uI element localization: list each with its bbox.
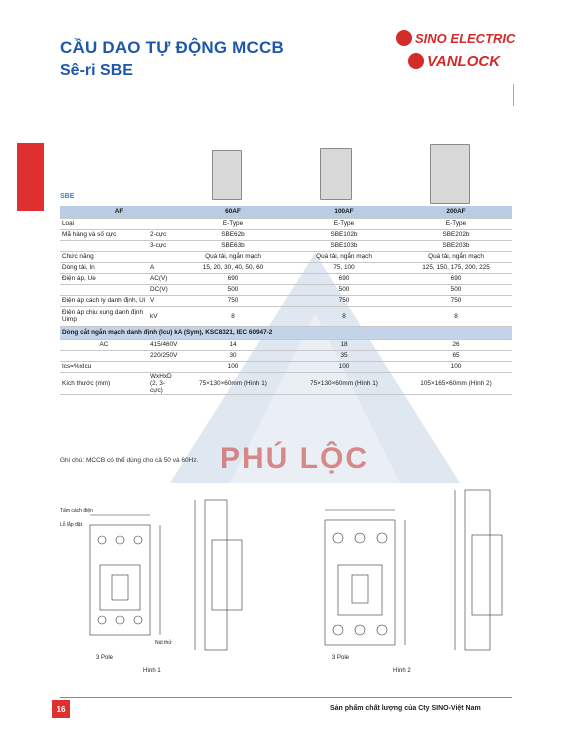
row-label xyxy=(60,240,148,251)
cell: 100 xyxy=(288,361,400,372)
row-unit: WxHxD (2, 3-cực) xyxy=(148,372,178,394)
sino-logo-icon xyxy=(396,30,412,46)
row-label: Mã hàng và số cực xyxy=(60,229,148,240)
table-row xyxy=(60,372,512,394)
technical-drawings xyxy=(60,480,512,680)
row-label: Kích thước (mm) xyxy=(60,372,148,394)
cell: 75×130×60mm (Hình 1) xyxy=(288,372,400,394)
cell: 30 xyxy=(178,350,288,361)
row-unit: A xyxy=(148,262,178,273)
table-row xyxy=(60,218,512,229)
cell: 690 xyxy=(288,273,400,284)
table-row xyxy=(60,306,512,326)
cell: SBE103b xyxy=(288,240,400,251)
cell: SBE203b xyxy=(400,240,512,251)
watermark-text: PHÚ LỘC xyxy=(220,442,369,475)
table-row xyxy=(60,240,512,251)
row-unit: V xyxy=(148,295,178,306)
cell: 750 xyxy=(178,295,288,306)
col-header: 60AF xyxy=(178,206,288,218)
section-title: Dòng cắt ngắn mạch danh định (Icu) kA (Sym), KSC8321, IEC 60947-2 xyxy=(60,326,512,339)
cell: 8 xyxy=(400,306,512,326)
row-label xyxy=(60,350,148,361)
cell: Quá tải, ngắn mạch xyxy=(178,251,288,262)
cell: SBE62b xyxy=(178,229,288,240)
table-row xyxy=(60,251,512,262)
breaker-100af-image xyxy=(320,148,352,200)
row-unit xyxy=(148,361,178,372)
series-label: SBE xyxy=(60,193,75,200)
row-label: AC xyxy=(60,339,148,350)
row-label: Điện áp cách ly danh định, Ui xyxy=(60,295,148,306)
cell: 500 xyxy=(288,284,400,295)
cell: 690 xyxy=(178,273,288,284)
brand-vanlock-text: VANLOCK xyxy=(427,52,501,70)
row-unit: DC(V) xyxy=(148,284,178,295)
figure-caption-2: Hình 2 xyxy=(393,668,411,674)
cell: 8 xyxy=(178,306,288,326)
table-row xyxy=(60,295,512,306)
cell: 750 xyxy=(400,295,512,306)
footer-text: Sản phẩm chất lượng của Cty SINO-Việt Nam xyxy=(330,705,481,712)
cell: SBE102b xyxy=(288,229,400,240)
table-row xyxy=(60,262,512,273)
row-label: Điện áp, Ue xyxy=(60,273,148,284)
brand-sino-text: SINO ELECTRIC xyxy=(415,30,516,46)
row-label: Ics=%xIcu xyxy=(60,361,148,372)
barrier-label: Tấm cách điện xyxy=(60,508,93,514)
cell: 690 xyxy=(400,273,512,284)
row-unit: 2-cực xyxy=(148,229,178,240)
row-unit xyxy=(148,218,178,229)
cell: 26 xyxy=(400,339,512,350)
breaker-200af-image xyxy=(430,144,470,204)
table-row xyxy=(60,350,512,361)
row-unit: 3-cực xyxy=(148,240,178,251)
cell: 35 xyxy=(288,350,400,361)
row-label: Điện áp chịu xung danh định Uimp xyxy=(60,306,148,326)
page-title: CẦU DAO TỰ ĐỘNG MCCB xyxy=(60,38,284,57)
cell: E-Type xyxy=(288,218,400,229)
pole-label-2: 3 Pole xyxy=(332,655,350,661)
row-label xyxy=(60,284,148,295)
table-row xyxy=(60,361,512,372)
cell: 500 xyxy=(178,284,288,295)
table-section xyxy=(60,326,512,339)
cell: Quá tải, ngắn mạch xyxy=(288,251,400,262)
col-header: 200AF xyxy=(400,206,512,218)
table-row xyxy=(60,284,512,295)
table-row xyxy=(60,339,512,350)
row-label: Chức năng xyxy=(60,251,148,262)
side-tab xyxy=(17,143,44,211)
cell: 65 xyxy=(400,350,512,361)
row-label: Dòng tải, In xyxy=(60,262,148,273)
mount-label: Lỗ lắp đặt xyxy=(60,522,82,528)
breaker-60af-image xyxy=(212,150,242,200)
divider xyxy=(513,84,514,106)
cell: SBE63b xyxy=(178,240,288,251)
cell: 75×130×60mm (Hình 1) xyxy=(178,372,288,394)
cell: 100 xyxy=(178,361,288,372)
cell: 750 xyxy=(288,295,400,306)
cell: 500 xyxy=(400,284,512,295)
col-header: AF xyxy=(60,206,178,218)
brand-sino xyxy=(396,27,516,49)
cell: E-Type xyxy=(400,218,512,229)
table-row xyxy=(60,229,512,240)
footnote: Ghi chú: MCCB có thể dùng cho cả 50 và 60Hz. xyxy=(60,457,199,464)
figure-caption-1: Hình 1 xyxy=(143,668,161,674)
cell: SBE202b xyxy=(400,229,512,240)
trip-label: Nút thử xyxy=(155,640,172,646)
footer-divider xyxy=(60,697,512,698)
table-header xyxy=(60,206,512,218)
cell: 105×165×60mm (Hình 2) xyxy=(400,372,512,394)
row-unit: 220/250V xyxy=(150,352,178,359)
brand-vanlock xyxy=(408,50,518,72)
col-header: 100AF xyxy=(288,206,400,218)
vanlock-logo-icon xyxy=(408,53,424,69)
cell: 100 xyxy=(400,361,512,372)
cell: 14 xyxy=(178,339,288,350)
cell: 18 xyxy=(288,339,400,350)
cell: 8 xyxy=(288,306,400,326)
cell: 125, 150, 175, 200, 225 xyxy=(400,262,512,273)
spec-table xyxy=(60,206,512,395)
row-unit: 415/460V xyxy=(150,341,178,348)
page-subtitle: Sê-ri SBE xyxy=(60,62,133,79)
cell: Quá tải, ngắn mạch xyxy=(400,251,512,262)
cell: E-Type xyxy=(178,218,288,229)
table-row xyxy=(60,273,512,284)
row-label: Loại xyxy=(60,218,148,229)
cell: 15, 20, 30, 40, 50, 60 xyxy=(178,262,288,273)
cell: 75, 100 xyxy=(288,262,400,273)
row-unit: AC(V) xyxy=(148,273,178,284)
row-unit xyxy=(148,251,178,262)
pole-label-1: 3 Pole xyxy=(96,655,114,661)
page-number: 16 xyxy=(52,700,70,718)
row-unit: kV xyxy=(148,306,178,326)
